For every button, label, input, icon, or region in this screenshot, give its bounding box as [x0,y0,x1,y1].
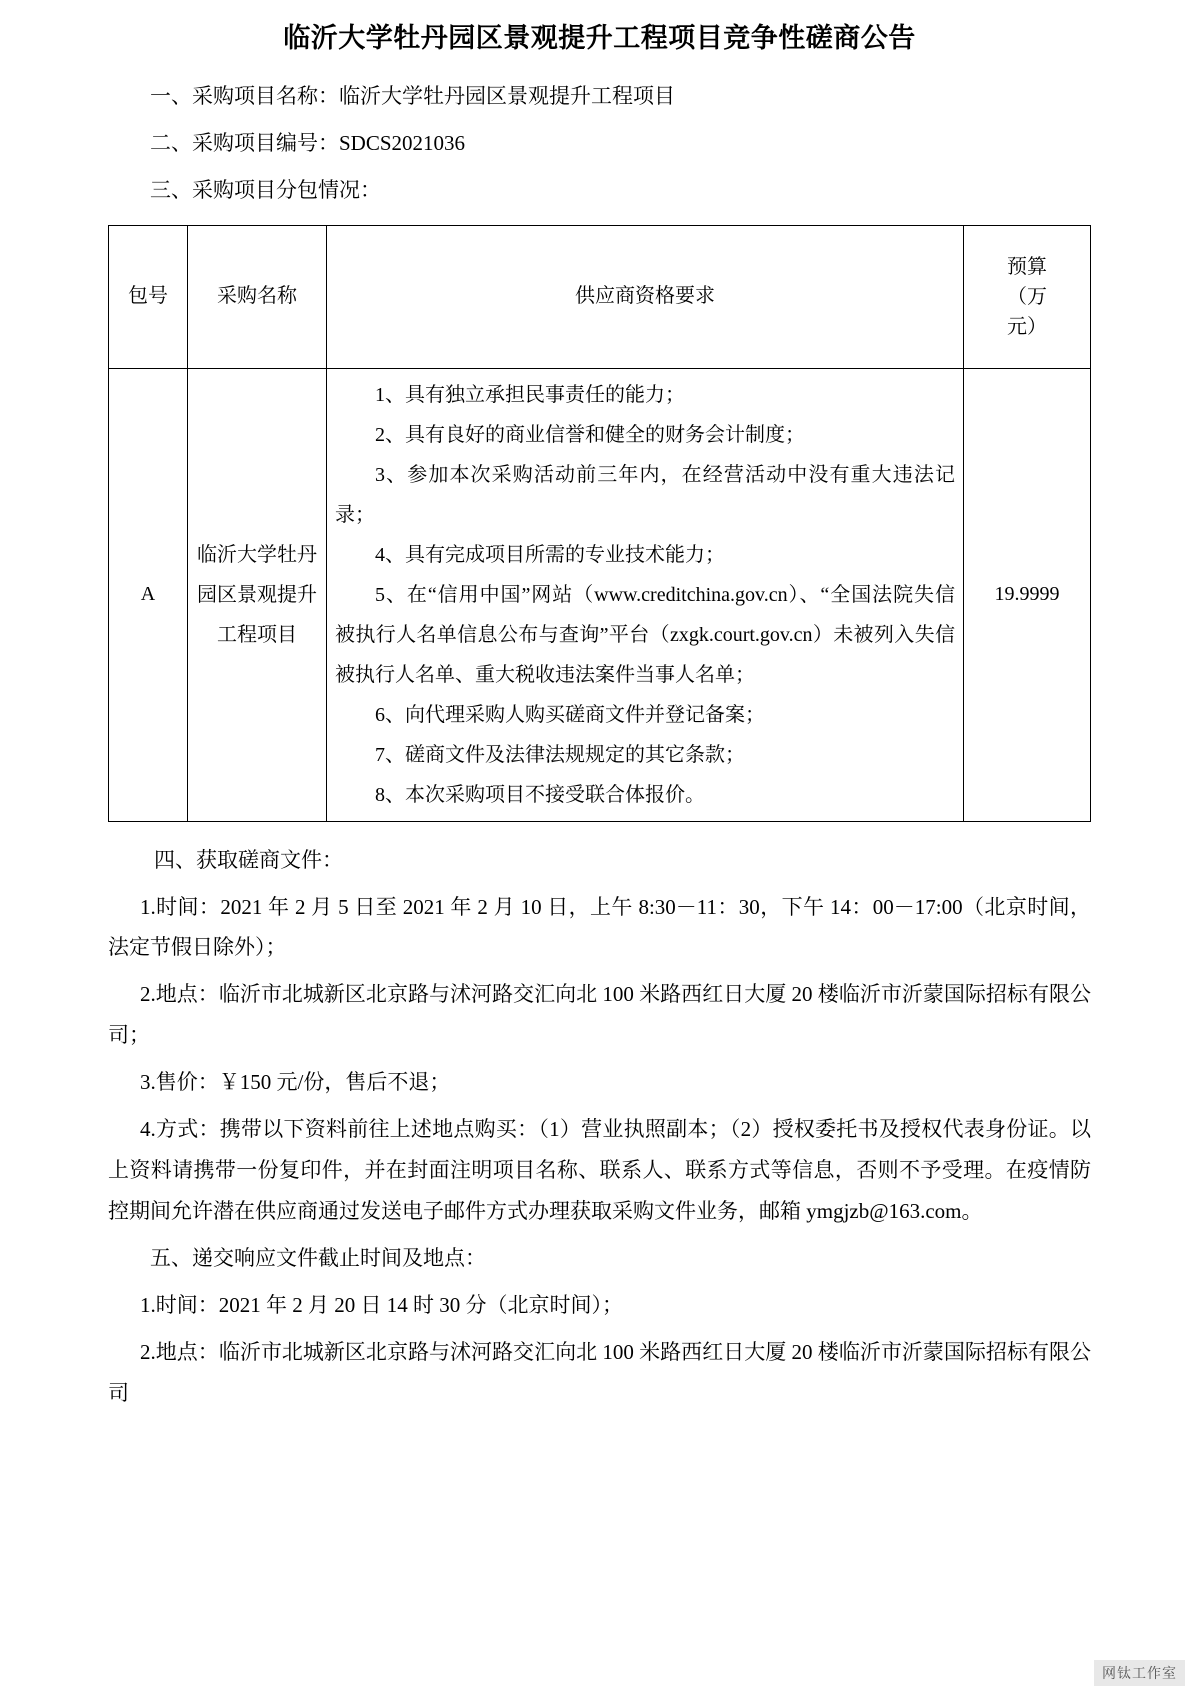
package-table [108,225,1091,822]
requirement-item: 1、具有独立承担民事责任的能力； [375,383,685,406]
requirement-item: 8、本次采购项目不接受联合体报价。 [375,783,705,806]
budget-head-line1: 预算 [1007,255,1047,278]
requirement-item: 2、具有良好的商业信誉和健全的财务会计制度； [375,423,805,446]
cell-budget: 19.9999 [964,368,1091,821]
requirement-item: 6、向代理采购人购买磋商文件并登记备案； [375,703,765,726]
requirement-item: 4、具有完成项目所需的专业技术能力； [375,543,725,566]
cell-package-no: A [109,368,188,821]
budget-head-line2: （万 [1007,285,1047,308]
requirement-item: 5、在“信用中国”网站（www.creditchina.gov.cn）、“全国法院失信被执行人名单信息公布与查询”平台（zxgk.court.gov.cn）未被列入失信被执行人名单、重大税收违法案件当事人名单； [335,583,955,686]
cell-supplier-requirements [327,368,964,821]
watermark: 网钛工作室 [1094,1660,1185,1686]
section4-heading: 四、获取磋商文件： [154,847,343,872]
section4-item-price: 3.售价：￥150 元/份，售后不退； [140,1070,451,1095]
section4-item-location: 2.地点：临沂市北城新区北京路与沭河路交汇向北 100 米路西红日大厦 20 楼临沂市沂蒙国际招标有限公司； [108,982,1091,1048]
table-body [109,368,1091,821]
table-row [109,368,1091,821]
section5-item-time: 1.时间：2021 年 2 月 20 日 14 时 30 分（北京时间）； [140,1292,623,1317]
column-header-package-no: 包号 [109,225,188,368]
section5-heading: 五、递交响应文件截止时间及地点： [150,1246,486,1271]
section4-item-time: 1.时间：2021 年 2 月 5 日至 2021 年 2 月 10 日，上午 8:30－11：30，下午 14：00－17:00（北京时间，法定节假日除外）； [108,894,1091,960]
requirement-item: 7、磋商文件及法律法规规定的其它条款； [375,743,745,766]
column-header-supplier-requirements: 供应商资格要求 [327,225,964,368]
section-project-name: 一、采购项目名称：临沂大学牡丹园区景观提升工程项目 [150,83,675,108]
column-header-procurement-name: 采购名称 [188,225,327,368]
cell-procurement-name: 临沂大学牡丹园区景观提升工程项目 [188,368,327,821]
section-package-info: 三、采购项目分包情况： [150,177,381,202]
section4-item-method: 4.方式：携带以下资料前往上述地点购买：（1）营业执照副本；（2）授权委托书及授权代表身份证。以上资料请携带一份复印件，并在封面注明项目名称、联系人、联系方式等信息，否则不予受理。在疫情防控期间允许潜在供应商通过发送电子邮件方式办理获取采购文件业务，邮箱 ymgjzb@163.com。 [108,1117,1091,1224]
section5-item-location: 2.地点：临沂市北城新区北京路与沭河路交汇向北 100 米路西红日大厦 20 楼临沂市沂蒙国际招标有限公司 [108,1339,1091,1405]
column-header-budget [964,225,1091,368]
table-header-row [109,225,1091,368]
page-title: 临沂大学牡丹园区景观提升工程项目竞争性磋商公告 [283,23,916,53]
budget-head-line3: 元） [1007,315,1047,338]
section-project-code: 二、采购项目编号：SDCS2021036 [150,130,466,155]
requirement-item: 3、参加本次采购活动前三年内，在经营活动中没有重大违法记录； [335,463,955,526]
table-header [109,225,1091,368]
